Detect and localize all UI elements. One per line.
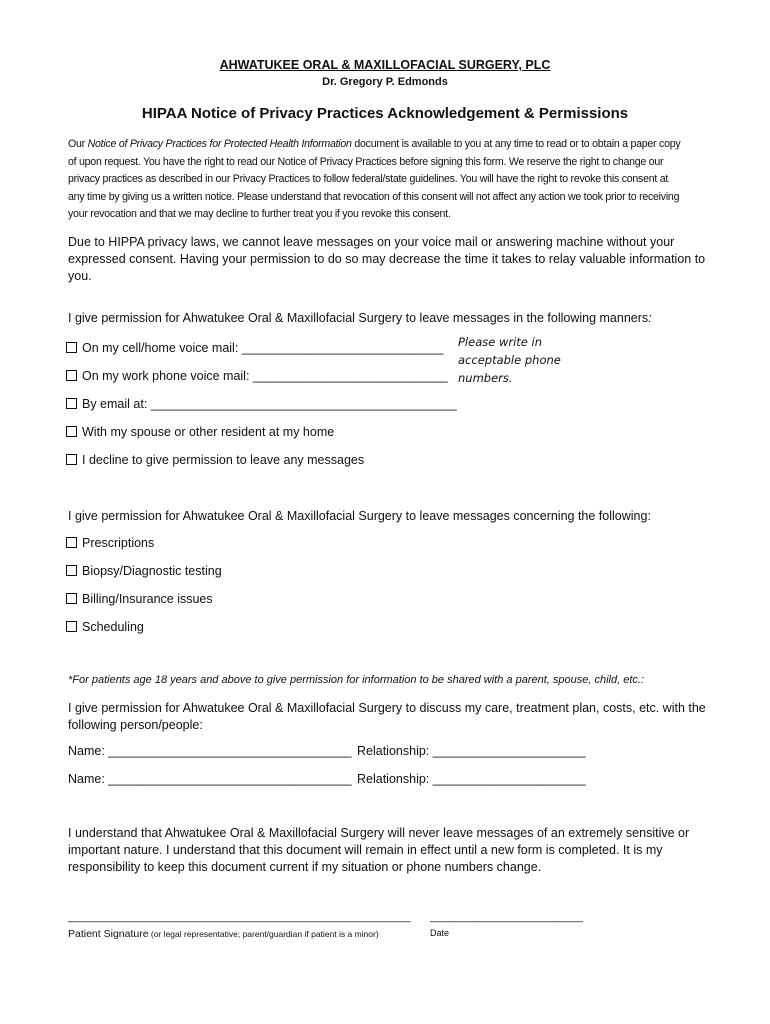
intro-lead: Our — [68, 138, 88, 150]
topic-biopsy[interactable] — [66, 563, 222, 579]
option-spouse-resident[interactable] — [66, 424, 334, 440]
checkbox[interactable] — [66, 454, 77, 465]
checkbox[interactable] — [66, 370, 77, 381]
signature-label — [68, 928, 379, 940]
person-name-field[interactable]: Name: ___________________________________ — [68, 772, 352, 786]
topic-label: Prescriptions — [82, 536, 155, 550]
option-label: I decline to give permission to leave any messages — [82, 453, 365, 467]
topic-scheduling[interactable] — [66, 619, 144, 635]
phone-note-line: acceptable phone — [458, 353, 561, 367]
phone-note-line: Please write in — [458, 335, 543, 349]
topic-prescriptions[interactable] — [66, 535, 154, 551]
manners-intro — [68, 310, 728, 327]
option-label: With my spouse or other resident at my home — [82, 425, 335, 439]
option-email[interactable] — [66, 396, 457, 412]
checkbox[interactable] — [66, 593, 77, 604]
topic-label: Billing/Insurance issues — [82, 592, 213, 606]
notice-name: Notice of Privacy Practices for Protected Health Information — [87, 138, 352, 150]
signature-line[interactable]: ________________________________________________________ — [68, 911, 411, 923]
practice-name: AHWATUKEE ORAL & MAXILLOFACIAL SURGERY, PLC — [219, 58, 551, 72]
signature-label-text: Patient Signature — [68, 928, 149, 940]
date-label: Date — [430, 928, 450, 938]
checkbox[interactable] — [66, 621, 77, 632]
checkbox[interactable] — [66, 426, 77, 437]
option-work-voicemail[interactable] — [66, 368, 448, 384]
phone-note — [458, 333, 578, 387]
intro-line-2: of upon request. You have the right to read our Notice of Privacy Practices before signing this form. We reserve the right to change our — [68, 155, 664, 168]
checkbox[interactable] — [66, 565, 77, 576]
intro-line-5: your revocation and that we may decline to further treat you if you revoke this consent. — [68, 208, 451, 220]
topic-label: Scheduling — [82, 620, 144, 634]
intro-paragraph — [68, 136, 708, 224]
person-relationship-field[interactable]: Relationship: ______________________ — [357, 744, 586, 758]
phone-note-line: numbers. — [458, 371, 513, 385]
topic-billing[interactable] — [66, 591, 213, 607]
intro-line-4: any time by giving us a written notice. Please understand that revocation of this consent will not affect any action we took prior to receiving — [68, 190, 680, 203]
option-label: On my work phone voice mail: ____________________________ — [82, 369, 448, 383]
manners-intro-colon: : — [648, 311, 652, 325]
document-title: HIPAA Notice of Privacy Practices Acknowledgement & Permissions — [141, 105, 629, 122]
topics-intro: I give permission for Ahwatukee Oral & Maxillofacial Surgery to leave messages concerning the following: — [68, 509, 651, 523]
option-cell-voicemail[interactable] — [66, 340, 443, 356]
sharing-intro: I give permission for Ahwatukee Oral & Maxillofacial Surgery to discuss my care, treatment plan, costs, etc. with the following person/people: — [68, 701, 706, 732]
person-name-field[interactable]: Name: ___________________________________ — [68, 744, 352, 758]
option-decline[interactable] — [66, 452, 364, 468]
person-relationship-field[interactable]: Relationship: ______________________ — [357, 772, 586, 786]
hippa-paragraph: Due to HIPPA privacy laws, we cannot leave messages on your voice mail or answering machine without your expressed consent. Having your permission to do so may decrease the time it takes to relay valuable information to you. — [68, 235, 706, 283]
topic-label: Biopsy/Diagnostic testing — [82, 564, 222, 578]
option-label: By email at: ____________________________________________ — [82, 397, 457, 411]
checkbox[interactable] — [66, 342, 77, 353]
signature-label-note: (or legal representative; parent/guardian if patient is a minor) — [148, 929, 379, 939]
checkbox[interactable] — [66, 398, 77, 409]
intro-line-1 — [68, 136, 708, 154]
intro-line-1-rest: document is available to you at any time to read or to obtain a paper copy — [351, 138, 681, 150]
doctor-name: Dr. Gregory P. Edmonds — [322, 76, 448, 88]
option-label: On my cell/home voice mail: _____________________________ — [82, 341, 444, 355]
intro-line-3: privacy practices as described in our Privacy Practices to follow federal/state guidelines. You will have the right to revoke this consent at — [68, 173, 669, 185]
adult-patients-note: *For patients age 18 years and above to give permission for information to be shared with a parent, spouse, child, etc.: — [68, 674, 644, 686]
date-line[interactable]: _________________________ — [430, 911, 583, 923]
checkbox[interactable] — [66, 537, 77, 548]
understanding-paragraph: I understand that Ahwatukee Oral & Maxillofacial Surgery will never leave messages of an extremely sensitive or important nature. I understand that this document will remain in effect until a new form is completed. It is my responsibility to keep this document current if my situation or phone numbers change. — [68, 826, 690, 874]
manners-intro-text: I give permission for Ahwatukee Oral & Maxillofacial Surgery to leave messages in the following manners — [68, 311, 649, 325]
